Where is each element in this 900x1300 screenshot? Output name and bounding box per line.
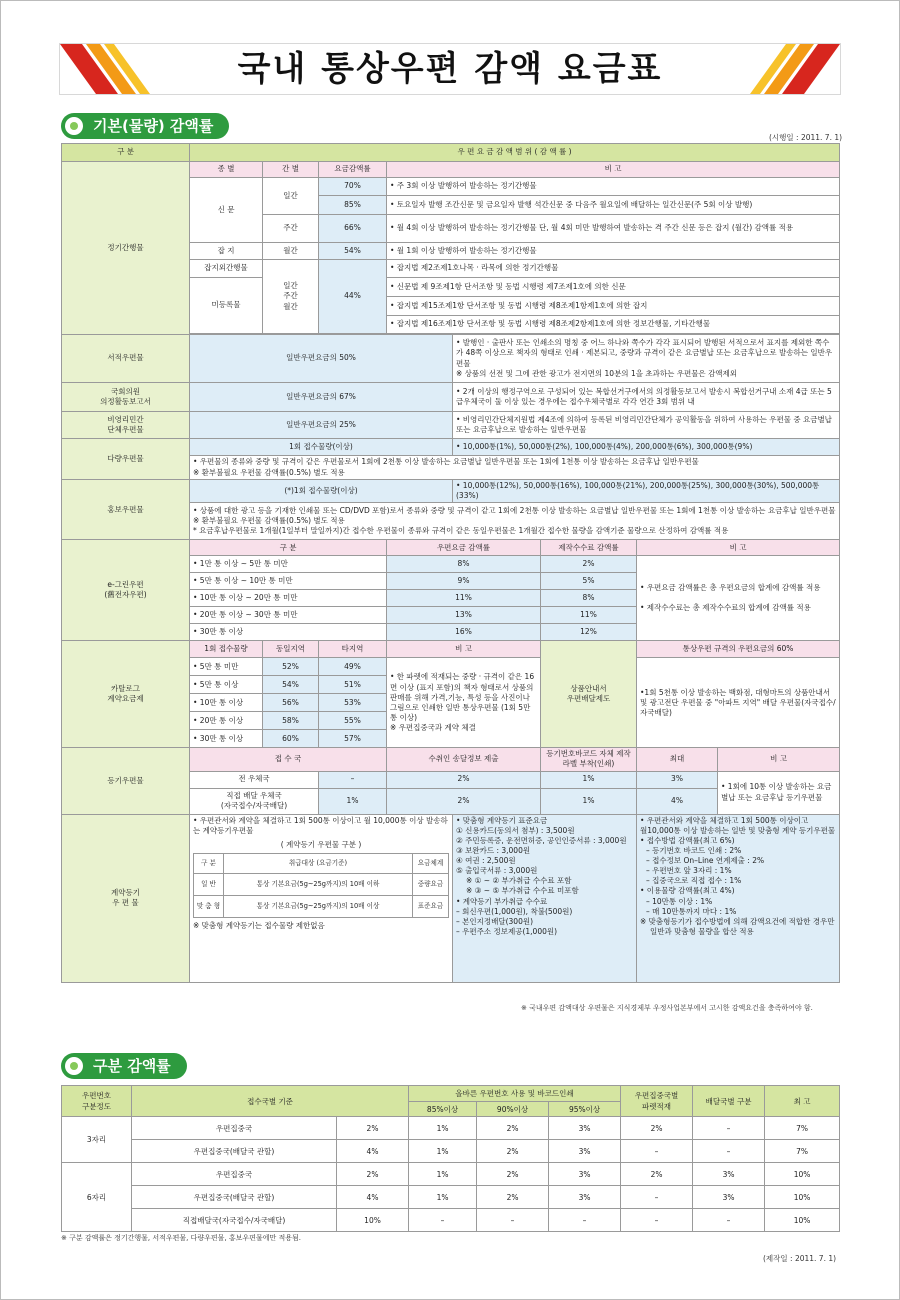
header-range: 우 편 요 금 감 액 범 위 ( 감 액 률 ) bbox=[190, 144, 840, 162]
catalog-header-note: 비 고 bbox=[387, 641, 541, 658]
s2-row-label: 우편집중국(배달국 관할) bbox=[132, 1140, 337, 1163]
catalog-qty: • 30만 통 이상 bbox=[190, 730, 263, 748]
stripe-decoration-right-icon bbox=[750, 44, 840, 94]
section1-footnote: ※ 국내우편 감액대상 우편물은 지식경제부 우정사업본부에서 고시한 감액요건을 충족하여야 함. bbox=[521, 1004, 813, 1012]
category-catalog: 카탈로그 계약요금제 bbox=[62, 641, 190, 748]
s2-max: 10% bbox=[765, 1186, 840, 1209]
s2-base: 2% bbox=[337, 1163, 409, 1186]
s2-header-barcode: 올바른 우편번호 사용 및 바코드인쇄 bbox=[409, 1086, 621, 1102]
stripe-decoration-left-icon bbox=[60, 44, 150, 94]
catalog-header-qty: 1회 접수물량 bbox=[190, 641, 263, 658]
category-egreen: e-그린우편 (舊전자우편) bbox=[62, 540, 190, 641]
contract-col2-line: ⑤ 출입국서류 : 3,000원 bbox=[456, 866, 538, 876]
section-heading-basic bbox=[61, 113, 229, 139]
assembly-rate: 일반우편요금의 67% bbox=[190, 383, 453, 412]
contract-col2-line: • 계약등기 부가취급 수수료 bbox=[456, 896, 548, 906]
s2-header-85: 85%이상 bbox=[409, 1102, 477, 1117]
catalog-qty: • 5만 통 이상 bbox=[190, 676, 263, 694]
egreen-range: • 10만 통 이상 ~ 20만 통 미만 bbox=[190, 590, 387, 607]
bulk-quantity-label: 1회 접수물량(이상) bbox=[190, 439, 453, 456]
rate-44: 44% bbox=[319, 260, 387, 334]
reg-header-data: 수취인 송달정보 제출 bbox=[387, 748, 541, 771]
s2-header-office: 접수국별 기준 bbox=[132, 1086, 409, 1117]
sub-header-kind: 종 별 bbox=[190, 162, 263, 178]
contract-note: ※ 맞춤형 계약등기는 접수물량 제한없음 bbox=[193, 920, 325, 930]
rate-54: 54% bbox=[319, 243, 387, 260]
kind-non-magazine: 잡지외간행물 bbox=[190, 260, 263, 278]
contract-col3-line: • 이용물량 감액률(최고 4%) bbox=[640, 886, 735, 896]
egreen-prod: 12% bbox=[541, 624, 637, 641]
catalog-other: 55% bbox=[319, 712, 387, 730]
sub-header-note: 비 고 bbox=[387, 162, 840, 178]
contract-col3-line: • 접수방법 감액률(최고 6%) bbox=[640, 835, 735, 845]
s2-b95: 3% bbox=[549, 1117, 621, 1140]
s2-b95: 3% bbox=[549, 1140, 621, 1163]
shop-guide-note: •1회 5천통 이상 발송하는 백화점, 대형마트의 상품안내서 및 광고전단 우편물 중 "아파트 지역" 배달 우편물(자국접수/자국배달) bbox=[637, 658, 840, 748]
inner-header-target: 취급대상 (요금기준) bbox=[224, 853, 413, 873]
contract-sub-title: ( 계약등기 우편물 구분 ) bbox=[280, 839, 362, 849]
egreen-fee: 11% bbox=[387, 590, 541, 607]
egreen-fee: 8% bbox=[387, 556, 541, 573]
s2-max: 7% bbox=[765, 1140, 840, 1163]
inner-kind: 맞 춤 형 bbox=[194, 895, 224, 917]
section-heading-sort bbox=[61, 1053, 187, 1079]
s2-header-90: 90%이상 bbox=[477, 1102, 549, 1117]
note-periodical-6: • 신문법 제 9조제1항 단서조항 및 동법 시행령 제7조제1호에 의한 신문 bbox=[387, 278, 840, 297]
reg-direct-office: 직접 배달 우체국 (자국접수/자국배달) bbox=[190, 788, 319, 814]
catalog-same: 54% bbox=[263, 676, 319, 694]
s2-header-max: 최 고 bbox=[765, 1086, 840, 1117]
sub-header-rate: 요금감액률 bbox=[319, 162, 387, 178]
s2-b95: 3% bbox=[549, 1186, 621, 1209]
catalog-header-same: 동일지역 bbox=[263, 641, 319, 658]
egreen-header-kind: 구 분 bbox=[190, 540, 387, 556]
reg-all-extra: – bbox=[319, 771, 387, 788]
s2-b95: – bbox=[549, 1209, 621, 1232]
npo-note: • 비영리민간단체지원법 제4조에 의하여 등록된 비영리민간단체가 공익활동을 위하여 사용하는 우편물 중 요금별납 또는 요금후납으로 발송하는 일반우편물 bbox=[453, 412, 840, 439]
s2-pallet: – bbox=[621, 1140, 693, 1163]
sort-discount-table bbox=[61, 1085, 840, 1232]
inner-header-system: 요금체계 bbox=[413, 853, 449, 873]
rate-66: 66% bbox=[319, 215, 387, 243]
s2-b90: 2% bbox=[477, 1186, 549, 1209]
reg-direct-max: 4% bbox=[637, 788, 718, 814]
reg-all-office: 전 우체국 bbox=[190, 771, 319, 788]
egreen-fee: 9% bbox=[387, 573, 541, 590]
bulk-note-return: ※ 환부불필요 우편물 감액률(0.5%) 별도 적용 bbox=[193, 467, 345, 477]
inner-target: 통상 기본요금(5g~25g까지)의 10배 이하 bbox=[224, 873, 413, 895]
contract-col2-line: ① 신용카드(동의서 첨부) : 3,500원 bbox=[456, 825, 575, 835]
s2-group-3digit: 3자리 bbox=[62, 1117, 132, 1163]
s2-b85: – bbox=[409, 1209, 477, 1232]
contract-col2-line: ④ 여권 : 2,500원 bbox=[456, 856, 516, 865]
interval-weekly: 주간 bbox=[263, 215, 319, 243]
reg-all-max: 3% bbox=[637, 771, 718, 788]
egreen-prod: 11% bbox=[541, 607, 637, 624]
category-contract: 계약등기 우 편 물 bbox=[62, 814, 190, 982]
contract-col3-line: 일반과 맞춤형 물량을 합산 적용 bbox=[650, 926, 754, 936]
reg-header-label: 등기번호바코드 자체 제작 라벨 부착(인쇄) bbox=[541, 748, 637, 771]
kind-unregistered: 미등록물 bbox=[190, 278, 263, 334]
egreen-range: • 30만 통 이상 bbox=[190, 624, 387, 641]
section-heading-text: 구분 감액률 bbox=[93, 1057, 171, 1075]
s2-row-label: 우편집중국 bbox=[132, 1163, 337, 1186]
egreen-prod: 8% bbox=[541, 590, 637, 607]
s2-deliv: – bbox=[693, 1209, 765, 1232]
s2-base: 4% bbox=[337, 1140, 409, 1163]
books-note bbox=[453, 335, 840, 383]
category-assembly-report: 국회의원 의정활동보고서 bbox=[62, 383, 190, 412]
rate-70: 70% bbox=[319, 178, 387, 196]
bulk-note-text: • 우편물의 종류와 중량 및 규격이 같은 우편물로서 1회에 2천통 이상 발송하는 요금별납 일반우편물 또는 1회에 1천통 이상 발송하는 요금후납 일반우편물 bbox=[193, 457, 699, 467]
s2-header-zip: 우편번호 구분정도 bbox=[62, 1086, 132, 1117]
reg-header-max: 최대 bbox=[637, 748, 718, 771]
s2-deliv: 3% bbox=[693, 1186, 765, 1209]
category-npo-mail: 비영리민간 단체우편물 bbox=[62, 412, 190, 439]
s2-b90: 2% bbox=[477, 1117, 549, 1140]
egreen-fee: 13% bbox=[387, 607, 541, 624]
s2-pallet: – bbox=[621, 1209, 693, 1232]
interval-mixed: 일간 주간 월간 bbox=[263, 260, 319, 334]
catalog-same: 56% bbox=[263, 694, 319, 712]
s2-pallet: 2% bbox=[621, 1163, 693, 1186]
promo-note-text: • 상품에 대한 광고 등을 기재한 인쇄물 또는 CD/DVD 포함)로서 종류와 중량 및 규격이 같고 1회에 2천통 이상 발송하는 요금별납 일반우편물 또는 1회에 1천통 이상 발송하는 요금후납 일반우편물 ※ 환부불필요 우편물 감액률(0.5%) 별도 적용 bbox=[193, 506, 836, 526]
kind-newspaper: 신 문 bbox=[190, 178, 263, 243]
reg-header-office: 접 수 국 bbox=[190, 748, 387, 771]
interval-monthly: 월간 bbox=[263, 243, 319, 260]
category-books: 서적우편물 bbox=[62, 335, 190, 383]
rate-85: 85% bbox=[319, 196, 387, 215]
sub-header-interval: 간 별 bbox=[263, 162, 319, 178]
note-periodical-7: • 잡지법 제15조제1항 단서조항 및 동법 시행령 제8조제1항제1호에 의한 잡지 bbox=[387, 297, 840, 316]
shop-guide-rate: 통상우편 규격의 우편요금의 60% bbox=[637, 641, 840, 658]
inner-target: 통상 기본요금(5g~25g까지)의 10배 이상 bbox=[224, 895, 413, 917]
books-note-exclusion: ※ 상품의 선전 및 그에 관한 광고가 전지면의 10분의 1을 초과하는 우편물은 감액제외 bbox=[456, 368, 738, 378]
category-registered: 등기우편물 bbox=[62, 748, 190, 814]
note-periodical-2: • 토요일자 발행 조간신문 및 금요일자 발행 석간신문 중 다음주 월요일에 배달하는 일간신문(주 5회 이상 발행) bbox=[387, 196, 840, 215]
s2-max: 10% bbox=[765, 1163, 840, 1186]
s2-deliv: – bbox=[693, 1140, 765, 1163]
title-banner bbox=[59, 43, 841, 95]
s2-pallet: – bbox=[621, 1186, 693, 1209]
catalog-other: 49% bbox=[319, 658, 387, 676]
contract-col3-line: • 우편관서와 계약을 체결하고 1회 500통 이상이고 bbox=[640, 815, 809, 825]
s2-deliv: – bbox=[693, 1117, 765, 1140]
catalog-other: 53% bbox=[319, 694, 387, 712]
s2-group-6digit: 6자리 bbox=[62, 1163, 132, 1232]
s2-b85: 1% bbox=[409, 1163, 477, 1186]
category-periodical: 정기간행물 bbox=[62, 162, 190, 335]
bullet-circle-icon bbox=[65, 117, 83, 135]
contract-col3-line: 월10,000통 이상 발송하는 일반 및 맞춤형 계약 등기우편물 bbox=[640, 825, 836, 835]
inner-system: 표준요금 bbox=[413, 895, 449, 917]
s2-row-label: 직접배달국(자국접수/자국배달) bbox=[132, 1209, 337, 1232]
reg-direct-data: 2% bbox=[387, 788, 541, 814]
contract-col2-line: – 회신우편(1,000원), 착불(500원) bbox=[456, 906, 573, 916]
s2-header-deliv: 배달국별 구분 bbox=[693, 1086, 765, 1117]
promo-quantity-label: (*)1회 접수물량(이상) bbox=[190, 480, 453, 503]
s2-pallet: 2% bbox=[621, 1117, 693, 1140]
catalog-other: 57% bbox=[319, 730, 387, 748]
books-rate: 일반우편요금의 50% bbox=[190, 335, 453, 383]
category-promo-mail: 홍보우편물 bbox=[62, 480, 190, 540]
contract-kind-table bbox=[193, 853, 449, 918]
section2-footnote: ※ 구분 감액률은 정기간행물, 서적우편물, 다량우편물, 홍보우편물에만 적용됨. bbox=[61, 1234, 301, 1242]
contract-col2-line: ② 주민등록증, 운전면허증, 공인인증서류 : 3,000원 bbox=[456, 835, 627, 845]
contract-col3-line: – 등기번호 바코드 인쇄 : 2% bbox=[646, 845, 742, 855]
books-note-text: • 발행인 · 출판사 또는 인쇄소의 명칭 중 어느 하나와 쪽수가 각각 표시되어 발행된 서적으로서 표지를 제외한 쪽수가 48쪽 이상으로 책자의 형태로 인쇄 · 제본되고, 중량과 규격이 같은 요금별납 또는 요금후납으로 발송하는 일반우편물 bbox=[456, 338, 833, 368]
contract-col2-line: ※ ③ ~ ⑤ 부가취급 수수료 미포함 bbox=[466, 886, 579, 896]
s2-header-pallet: 우편집중국별 파렛적재 bbox=[621, 1086, 693, 1117]
s2-b85: 1% bbox=[409, 1140, 477, 1163]
egreen-range: • 20만 통 이상 ~ 30만 통 미만 bbox=[190, 607, 387, 624]
s2-b90: 2% bbox=[477, 1163, 549, 1186]
s2-b85: 1% bbox=[409, 1186, 477, 1209]
reg-all-data: 2% bbox=[387, 771, 541, 788]
header-category: 구 분 bbox=[62, 144, 190, 162]
catalog-note bbox=[387, 658, 541, 748]
s2-b85: 1% bbox=[409, 1117, 477, 1140]
contract-col3-line: – 우편번호 앞 3자리 : 1% bbox=[646, 866, 732, 876]
egreen-note-prod: • 제작수수료는 총 제작수수료의 합계에 감액률 적용 bbox=[640, 603, 811, 613]
category-bulk-mail: 다량우편물 bbox=[62, 439, 190, 480]
contract-col3-line: – 접수정보 On–Line 연계제출 : 2% bbox=[646, 856, 765, 865]
bullet-circle-icon bbox=[65, 1057, 83, 1075]
contract-intro: • 우편관서와 계약을 체결하고 1회 500통 이상이고 월 10,000통 이상 발송하는 계약등기우편물 bbox=[193, 815, 448, 835]
npo-rate: 일반우편요금의 25% bbox=[190, 412, 453, 439]
basic-discount-table bbox=[61, 143, 840, 983]
egreen-header-prod-rate: 제작수수료 감액률 bbox=[541, 540, 637, 556]
reg-direct-label: 1% bbox=[541, 788, 637, 814]
s2-max: 7% bbox=[765, 1117, 840, 1140]
catalog-same: 52% bbox=[263, 658, 319, 676]
s2-b90: 2% bbox=[477, 1140, 549, 1163]
promo-note-postpay: * 요금후납우편물로 1개월(1일부터 말일까지)간 접수한 우편물이 종류와 규격이 같은 동일우편물은 1개월간 접수한 물량을 감액기준 물량으로 산정하여 감액률 적용 bbox=[193, 526, 729, 536]
reg-direct-extra: 1% bbox=[319, 788, 387, 814]
contract-col1 bbox=[190, 814, 453, 982]
note-periodical-5: • 잡지법 제2조제1호나목 · 라목에 의한 정기간행물 bbox=[387, 260, 840, 278]
reg-header-note: 비 고 bbox=[718, 748, 840, 771]
catalog-same: 58% bbox=[263, 712, 319, 730]
catalog-note-text: • 한 파렛에 적재되는 중량 · 규격이 같은 16면 이상 (표지 포함)의 책자 형태로서 상품의 판매를 위해 가격,기능, 특성 등을 사진이나 그림으로 인쇄한 일반 통상우편물 (1회 5만통 이상) bbox=[390, 672, 535, 722]
s2-base: 4% bbox=[337, 1186, 409, 1209]
contract-col3-line: – 10만통 이상 : 1% bbox=[646, 896, 713, 906]
egreen-prod: 2% bbox=[541, 556, 637, 573]
contract-col2-line: ※ ① ~ ② 부가취급 수수료 포함 bbox=[466, 876, 572, 886]
bulk-note bbox=[190, 456, 840, 480]
s2-b95: 3% bbox=[549, 1163, 621, 1186]
reg-note: • 1회에 10통 이상 발송하는 요금별납 또는 요금후납 등기우편물 bbox=[718, 771, 840, 814]
s2-base: 2% bbox=[337, 1117, 409, 1140]
contract-col2-line: ③ 보완카드 : 3,000원 bbox=[456, 845, 531, 855]
promo-note bbox=[190, 503, 840, 540]
note-periodical-3: • 월 4회 이상 발행하여 발송하는 정기간행물 단, 월 4회 미만 발행하여 발송하는 격 주간 신문 등은 잡지 (월간) 감액률 적용 bbox=[387, 215, 840, 243]
s2-max: 10% bbox=[765, 1209, 840, 1232]
contract-col2-line: • 맞춤형 계약등기 표준요금 bbox=[456, 815, 548, 825]
egreen-header-fee-rate: 우편요금 감액률 bbox=[387, 540, 541, 556]
egreen-note bbox=[637, 556, 840, 641]
catalog-same: 60% bbox=[263, 730, 319, 748]
s2-deliv: 3% bbox=[693, 1163, 765, 1186]
reg-all-label: 1% bbox=[541, 771, 637, 788]
catalog-note-contract: ※ 우편집중국과 계약 체결 bbox=[390, 723, 476, 732]
note-periodical-8: • 잡지법 제16조제1항 단서조항 및 동법 시행령 제8조제2항제1호에 의한 정보간행물, 기타간행물 bbox=[387, 316, 840, 334]
catalog-header-other: 타지역 bbox=[319, 641, 387, 658]
contract-col2-line: – 본인지정배달(300원) bbox=[456, 916, 534, 926]
shop-guide-label: 상품안내서 우편배달제도 bbox=[541, 641, 637, 748]
inner-header-kind: 구 분 bbox=[194, 853, 224, 873]
contract-col3-line: ※ 맞춤형등기가 접수방법에 의해 감액요건에 적합한 경우만 bbox=[640, 916, 835, 926]
note-periodical-4: • 월 1회 이상 발행하여 발송하는 정기간행물 bbox=[387, 243, 840, 260]
inner-kind: 일 반 bbox=[194, 873, 224, 895]
contract-col3-line: – 집중국으로 직접 접수 : 1% bbox=[646, 876, 742, 886]
production-date: (제작일 : 2011. 7. 1) bbox=[763, 1254, 837, 1263]
bulk-rates: • 10,000통(1%), 50,000통(2%), 100,000통(4%), 200,000통(6%), 300,000통(9%) bbox=[453, 439, 840, 456]
note-periodical-1: • 주 3회 이상 발행하여 발송하는 정기간행물 bbox=[387, 178, 840, 196]
section-heading-text: 기본(물량) 감액률 bbox=[93, 117, 214, 135]
s2-base: 10% bbox=[337, 1209, 409, 1232]
effective-date: (시행일 : 2011. 7. 1) bbox=[769, 133, 843, 142]
egreen-note-fee: • 우편요금 감액률은 총 우편요금의 합계에 감액률 적용 bbox=[640, 583, 821, 593]
egreen-range: • 5만 통 이상 ~ 10만 통 미만 bbox=[190, 573, 387, 590]
s2-row-label: 우편집중국(배달국 관할) bbox=[132, 1186, 337, 1209]
inner-system: 중량요금 bbox=[413, 873, 449, 895]
contract-col2-line: – 우편주소 정보제공(1,000원) bbox=[456, 926, 558, 936]
egreen-prod: 5% bbox=[541, 573, 637, 590]
s2-b90: – bbox=[477, 1209, 549, 1232]
egreen-header-note: 비 고 bbox=[637, 540, 840, 556]
egreen-range: • 1만 통 이상 ~ 5만 통 미만 bbox=[190, 556, 387, 573]
contract-col2 bbox=[453, 814, 637, 982]
contract-col3-line: – 매 10만통까지 마다 : 1% bbox=[646, 906, 737, 916]
catalog-qty: • 20만 통 이상 bbox=[190, 712, 263, 730]
contract-col3 bbox=[637, 814, 840, 982]
s2-row-label: 우편집중국 bbox=[132, 1117, 337, 1140]
egreen-fee: 16% bbox=[387, 624, 541, 641]
catalog-other: 51% bbox=[319, 676, 387, 694]
page-title: 국내 통상우편 감액 요금표 bbox=[237, 49, 663, 89]
catalog-qty: • 5만 통 미만 bbox=[190, 658, 263, 676]
promo-rates: • 10,000통(12%), 50,000통(16%), 100,000통(21%), 200,000통(25%), 300,000통(30%), 500,000통(33%) bbox=[453, 480, 840, 503]
assembly-note: • 2개 이상의 행정구역으로 구성되어 있는 복합선거구에서의 의정활동보고서 발송시 복합선거구내 소재 4급 또는 5급우체국이 둘 이상 있는 경우에는 접수우체국별로 각각 연간 3회 범위 내 bbox=[453, 383, 840, 412]
interval-daily: 일간 bbox=[263, 178, 319, 215]
s2-header-95: 95%이상 bbox=[549, 1102, 621, 1117]
kind-magazine: 잡 지 bbox=[190, 243, 263, 260]
catalog-qty: • 10만 통 이상 bbox=[190, 694, 263, 712]
